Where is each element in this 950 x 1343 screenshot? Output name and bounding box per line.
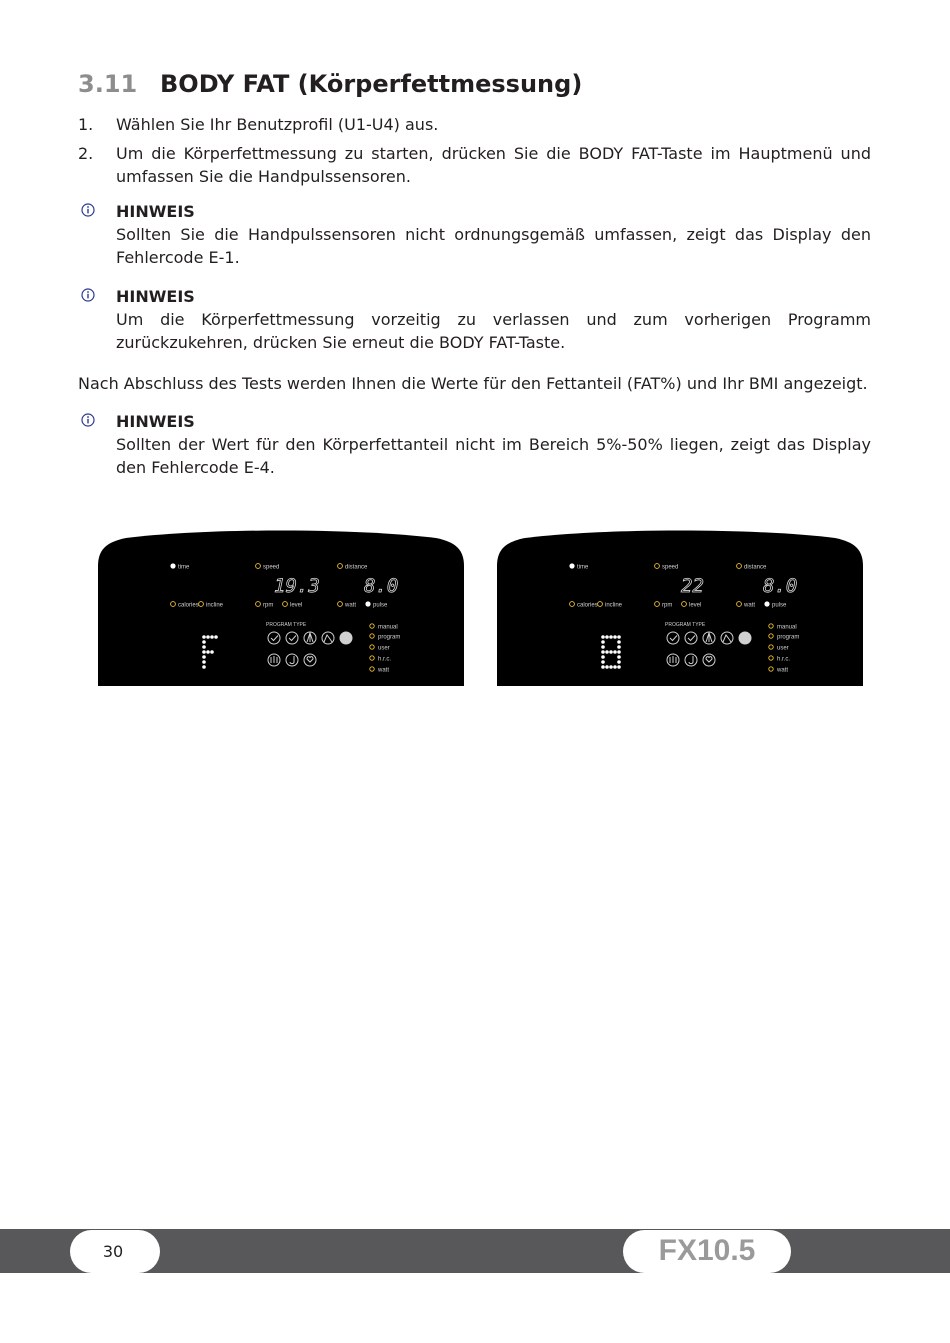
label-pulse: pulse <box>373 602 388 609</box>
list-item <box>78 142 871 188</box>
label-incline: incline <box>605 602 623 609</box>
menu-item: watt <box>378 667 390 674</box>
label-level: level <box>689 602 702 609</box>
time-led-icon <box>569 563 574 568</box>
program-bodyfat-icon <box>739 632 751 644</box>
console-display-fat <box>98 528 464 686</box>
menu-item: manual <box>777 624 797 631</box>
label-speed: speed <box>662 564 679 571</box>
menu-item: user <box>378 645 390 652</box>
label-level: level <box>290 602 303 609</box>
label-rpm: rpm <box>662 602 673 609</box>
readout-left: 19.3 <box>274 575 320 597</box>
label-speed: speed <box>263 564 280 571</box>
note-block <box>78 410 871 479</box>
label-calories: calories <box>178 602 199 609</box>
menu-item: manual <box>378 624 398 631</box>
note-block <box>78 200 871 269</box>
info-icon <box>81 203 95 217</box>
section-heading <box>78 70 582 98</box>
step-number: 2. <box>78 144 94 163</box>
program-bodyfat-icon <box>340 632 352 644</box>
pulse-led-icon <box>764 601 769 606</box>
step-number: 1. <box>78 115 94 134</box>
section-title: BODY FAT (Körperfettmessung) <box>160 70 583 98</box>
label-pulse: pulse <box>772 602 787 609</box>
console-housing <box>497 531 863 687</box>
model-name: FX10.5 <box>658 1234 756 1267</box>
label-watt: watt <box>744 602 756 609</box>
label-time: time <box>178 564 190 571</box>
menu-item: program <box>777 634 800 641</box>
note-block <box>78 285 871 354</box>
console-display-bmi <box>497 528 863 686</box>
step-text: Wählen Sie Ihr Benutzprofil (U1-U4) aus. <box>116 115 439 134</box>
label-calories: calories <box>577 602 598 609</box>
label-program-type: PROGRAM TYPE <box>665 622 706 628</box>
page-number: 30 <box>102 1242 124 1261</box>
readout-left: 22 <box>681 575 704 597</box>
menu-item: h.r.c. <box>378 656 392 663</box>
label-watt: watt <box>345 602 357 609</box>
time-led-icon <box>170 563 175 568</box>
note-body: Um die Körperfettmessung vorzeitig zu verlassen und zum vorherigen Programm zurückzukehren, drücken Sie erneut die BODY FAT-Taste. <box>116 310 871 352</box>
note-body: Sollten Sie die Handpulssensoren nicht ordnungsgemäß umfassen, zeigt das Display den Fehlercode E-1. <box>116 225 871 267</box>
label-distance: distance <box>345 564 368 571</box>
readout-right: 8.0 <box>364 575 399 597</box>
step-text: Um die Körperfettmessung zu starten, drücken Sie die BODY FAT-Taste im Hauptmenü und umfassen Sie die Handpulssensoren. <box>116 144 871 186</box>
label-rpm: rpm <box>263 602 274 609</box>
note-title: HINWEIS <box>116 287 195 306</box>
pulse-led-icon <box>365 601 370 606</box>
label-incline: incline <box>206 602 224 609</box>
console-housing <box>98 531 464 687</box>
section-number: 3.11 <box>78 70 138 98</box>
info-icon <box>81 288 95 302</box>
note-body: Sollten der Wert für den Körperfettanteil nicht im Bereich 5%-50% liegen, zeigt das Display den Fehlercode E-4. <box>116 435 871 477</box>
label-distance: distance <box>744 564 767 571</box>
info-icon <box>81 413 95 427</box>
menu-item: watt <box>777 667 789 674</box>
note-title: HINWEIS <box>116 202 195 221</box>
list-item <box>78 113 871 136</box>
menu-item: h.r.c. <box>777 656 791 663</box>
menu-item: user <box>777 645 789 652</box>
label-program-type: PROGRAM TYPE <box>266 622 307 628</box>
menu-item: program <box>378 634 401 641</box>
label-time: time <box>577 564 589 571</box>
result-paragraph: Nach Abschluss des Tests werden Ihnen die Werte für den Fettanteil (FAT%) und Ihr BMI angezeigt. <box>78 374 868 393</box>
readout-right: 8.0 <box>763 575 798 597</box>
note-title: HINWEIS <box>116 412 195 431</box>
